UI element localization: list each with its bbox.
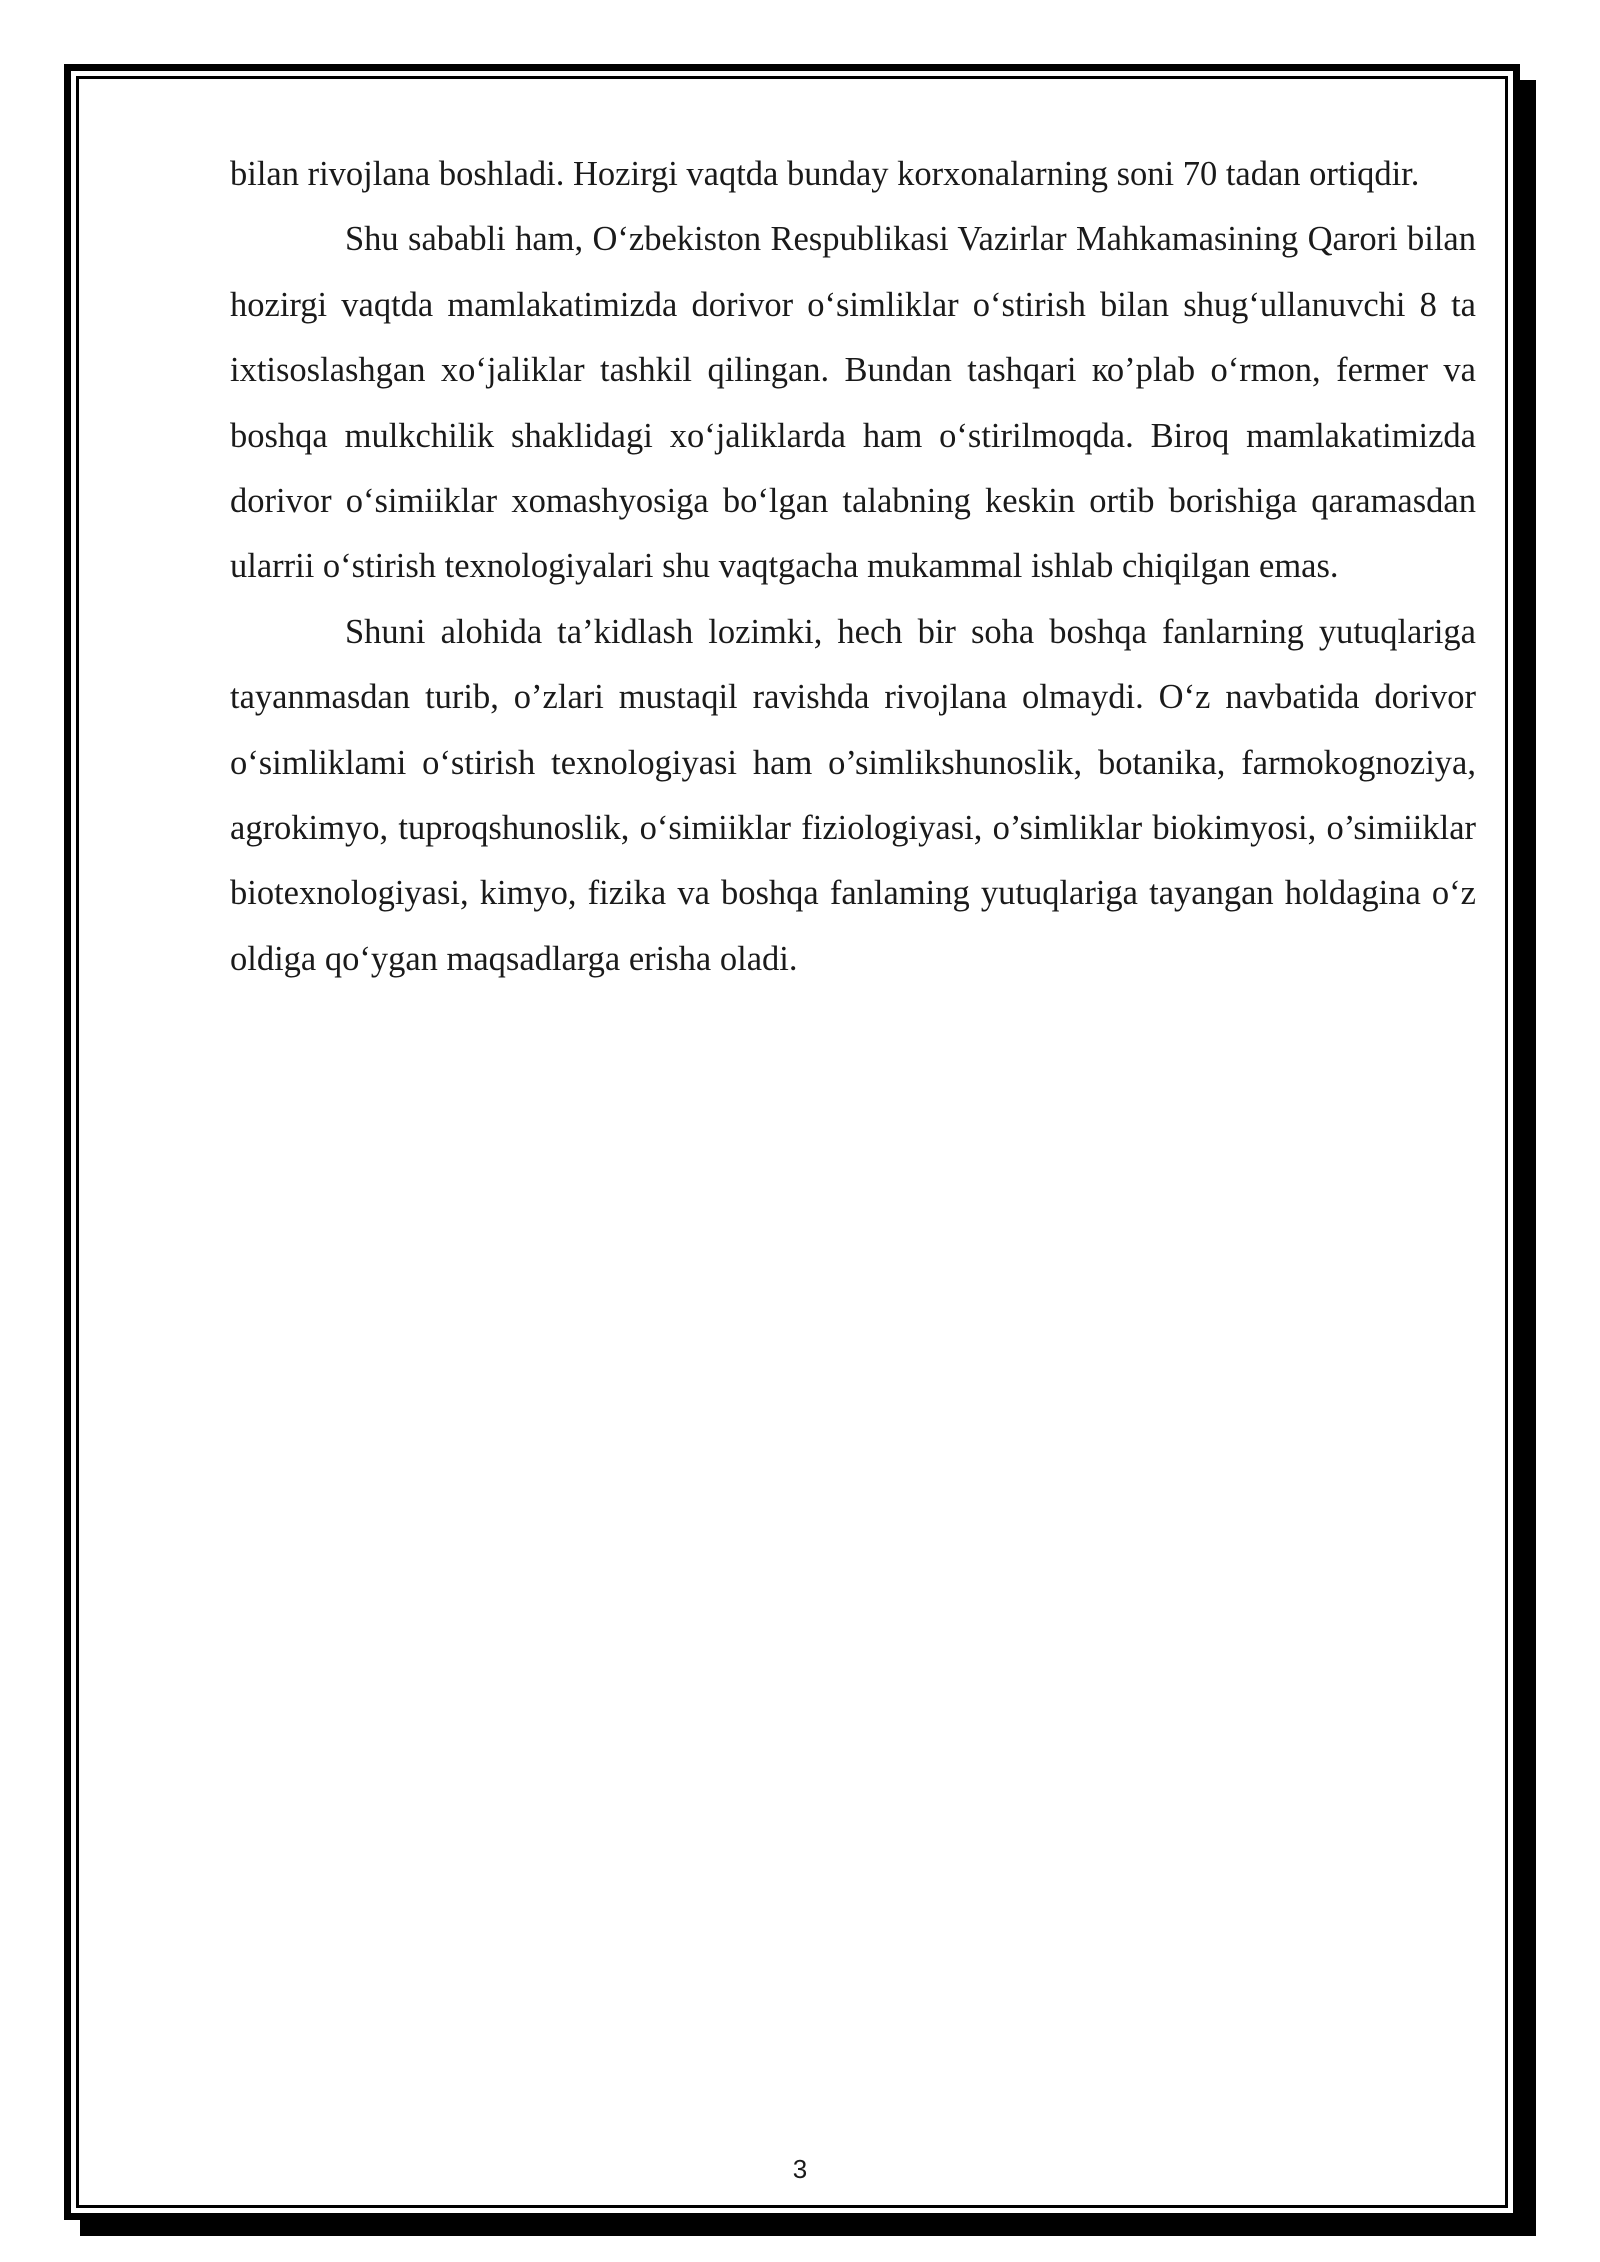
document-body bbox=[230, 142, 1476, 992]
paragraph-continuation: bilan rivojlana boshladi. Hozirgi vaqtda bunday korxonalarning soni 70 tadan ortiqdir. bbox=[230, 155, 1420, 193]
page-number: 3 bbox=[792, 2154, 808, 2184]
paragraph: Shu sababli ham, O‘zbekiston Respublikasi Vazirlar Mahkamasining Qarori bilan hozirgi vaqtda mamlakatimizda dorivor o‘simliklar o‘stirish bilan shug‘ullanuvchi 8 ta ixtisoslashgan xo‘jaliklar tashkil qilingan. Bundan tashqari ко’plab o‘rmon, fermer va boshqa mulkchilik shaklidagi xo‘jaliklarda ham o‘stirilmoqda. Biroq mamlakatimizda dorivor o‘simiiklar xomashyosiga bo‘lgan talabning keskin ortib borishiga qaramasdan ularrii o‘stirish texnologiyalari shu vaqtgacha mukammal ishlab chiqilgan emas. bbox=[230, 220, 1476, 586]
paragraph: Shuni alohida ta’kidlash lozimki, hech bir soha boshqa fanlarning yutuqlariga tayanmasdan turib, o’zlari mustaqil ravishda rivojlana olmaydi. O‘z navbatida dorivor o‘simliklami o‘stirish texnologiyasi ham o’simlikshunoslik, botanika, farmokognoziya, agrokimyo, tuproqshunoslik, o‘simiiklar fiziologiyasi, o’simliklar biokimyosi, o’simiiklar biotexnologiyasi, kimyo, fizika va boshqa fanlaming yutuqlariga tayangan holdagina o‘z oldiga qo‘ygan maqsadlarga erisha oladi. bbox=[230, 612, 1476, 978]
